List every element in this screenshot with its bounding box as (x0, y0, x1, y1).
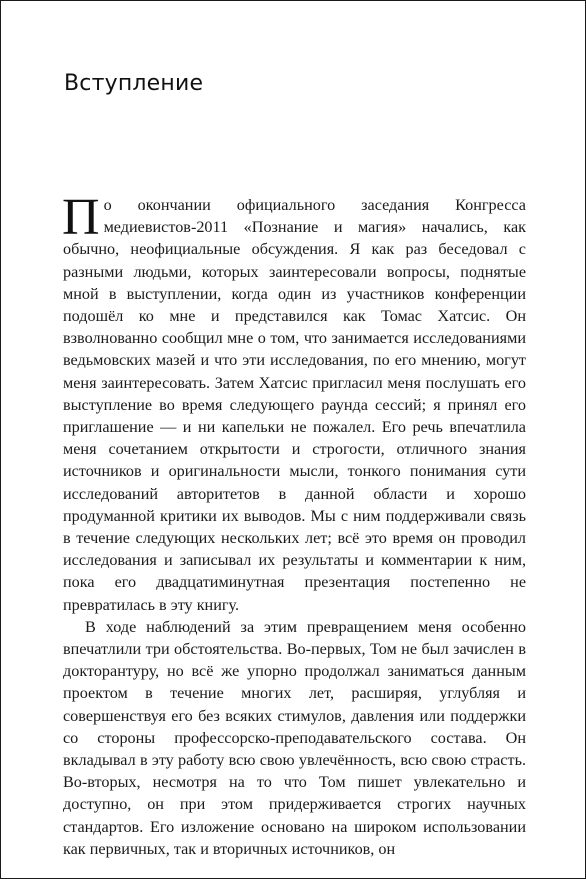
chapter-heading: Вступление (64, 71, 204, 96)
paragraph-1 (62, 189, 526, 616)
chapter-body (62, 189, 526, 860)
drop-cap-letter: П (62, 189, 100, 246)
paragraph-1-text: о окончании официального заседания Конгресса медиевистов-2011 «Познание и магия» начались, как обычно, неофициальные обсуждения. Я как раз беседовал с разными людьми, которых заинтересовали вопросы, поднятые мной в выступлении, когда один из участников конференции подошёл ко мне и представился как Томас Хатсис. Он взволнованно сообщил мне о том, что занимается исследованиями ведьмовских мазей и что эти исследования, по его мнению, могут меня заинтересовать. Затем Хатсис пригласил меня послушать его выступление во время следующего раунда сессий; я принял его приглашение — и ни капельки не пожалел. Его речь впечатлила меня сочетанием открытости и строгости, отличного знания источников и оригинальности мысли, тонкого понимания сути исследований авторитетов в данной области и хорошо продуманной критики их выводов. Мы с ним поддерживали связь в течение следующих нескольких лет; всё это время он проводил исследования и записывал их результаты и комментарии к ним, пока его двадцатиминутная презентация постепенно не превратилась в эту книгу. (63, 196, 526, 614)
paragraph-2 (63, 616, 526, 860)
paragraph-2-text: В ходе наблюдений за этим превращением меня особенно впечатлили три обстоятельства. Во-первых, Том не был зачислен в докторантуру, но всё же упорно продолжал заниматься данным проектом в течение многих лет, расширяя, углубляя и совершенствуя его без всяких стимулов, давления или поддержки со стороны профессорско-преподавательского состава. Он вкладывал в эту работу всю свою увлечённость, всю свою страсть. Во-вторых, несмотря на то что Том пишет увлекательно и доступно, он при этом придерживается строгих научных стандартов. Его изложение основано на широком использовании как первичных, так и вторичных источников, он (63, 617, 526, 858)
